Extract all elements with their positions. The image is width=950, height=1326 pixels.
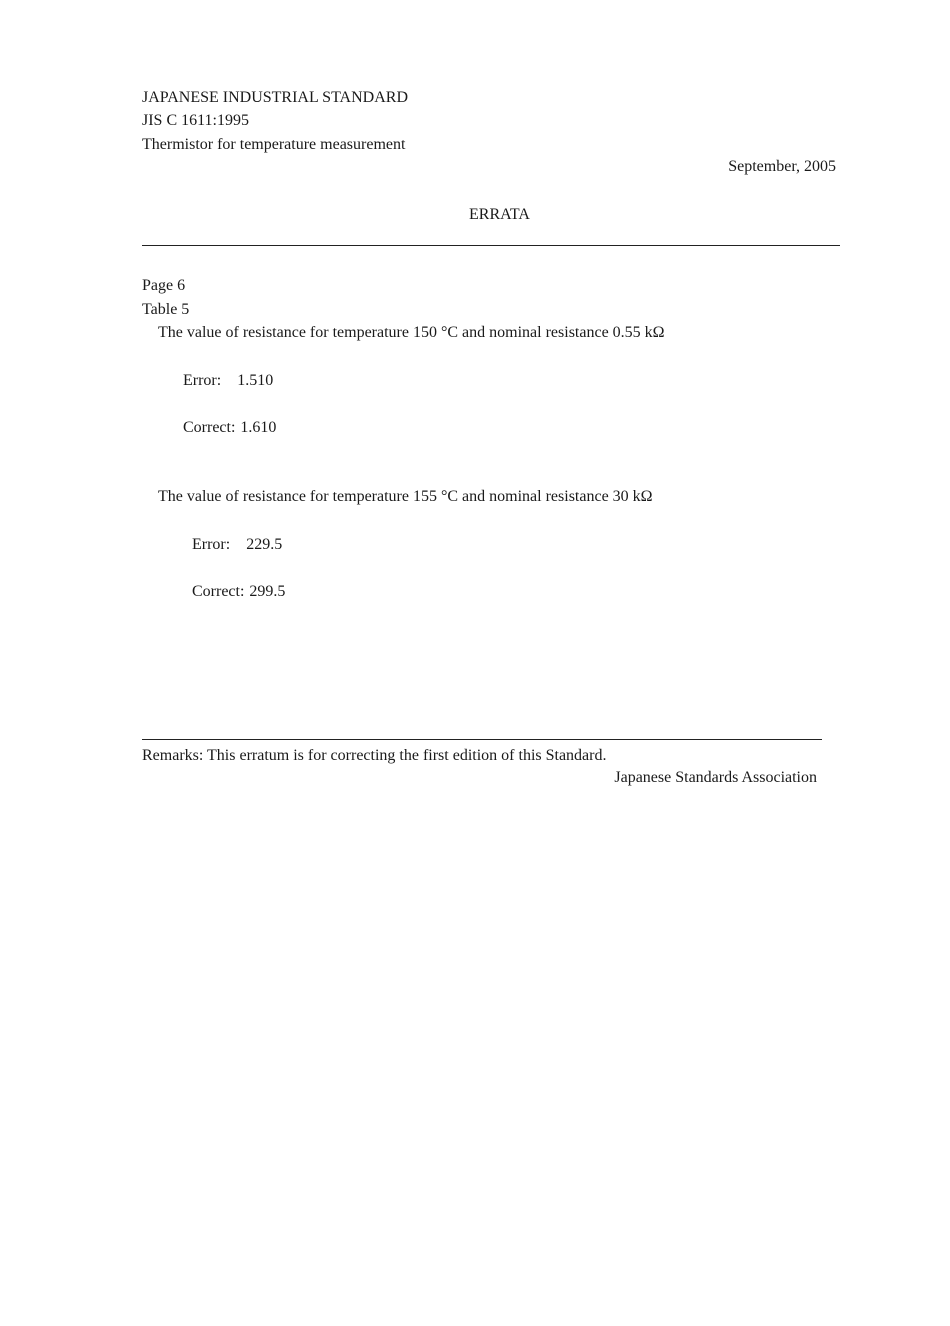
entry-1-correct-value: 1.610 [240, 419, 277, 436]
entry-1-description: The value of resistance for temperature 150 °C and nominal resistance 0.55 kΩ [158, 324, 665, 341]
entry-2-correct-label: Correct: [192, 583, 245, 600]
entry-2-error-label: Error: [192, 536, 231, 553]
entry-2-description: The value of resistance for temperature 155 °C and nominal resistance 30 kΩ [158, 488, 653, 505]
entry-2-error [192, 535, 282, 555]
bottom-divider [142, 739, 822, 740]
entry-1-correct [183, 418, 276, 438]
entry-2-error-value: 229.5 [246, 536, 283, 553]
table-reference: Table 5 [142, 301, 190, 318]
standard-title: Thermistor for temperature measurement [142, 136, 406, 153]
top-divider [142, 245, 840, 246]
page-reference: Page 6 [142, 277, 186, 294]
entry-1-error [183, 371, 273, 391]
entry-1-error-label: Error: [183, 372, 222, 389]
entry-1-error-value: 1.510 [237, 372, 274, 389]
remarks-text: Remarks: This erratum is for correcting the first edition of this Standard. [142, 747, 607, 764]
organization-name: Japanese Standards Association [614, 769, 817, 786]
entry-1-correct-label: Correct: [183, 419, 236, 436]
standard-heading: JAPANESE INDUSTRIAL STANDARD [142, 89, 408, 106]
standard-code: JIS C 1611:1995 [142, 112, 249, 129]
entry-2-correct-value: 299.5 [249, 583, 286, 600]
entry-2-correct [192, 582, 285, 602]
publication-date: September, 2005 [728, 158, 836, 175]
errata-title: ERRATA [469, 206, 530, 223]
